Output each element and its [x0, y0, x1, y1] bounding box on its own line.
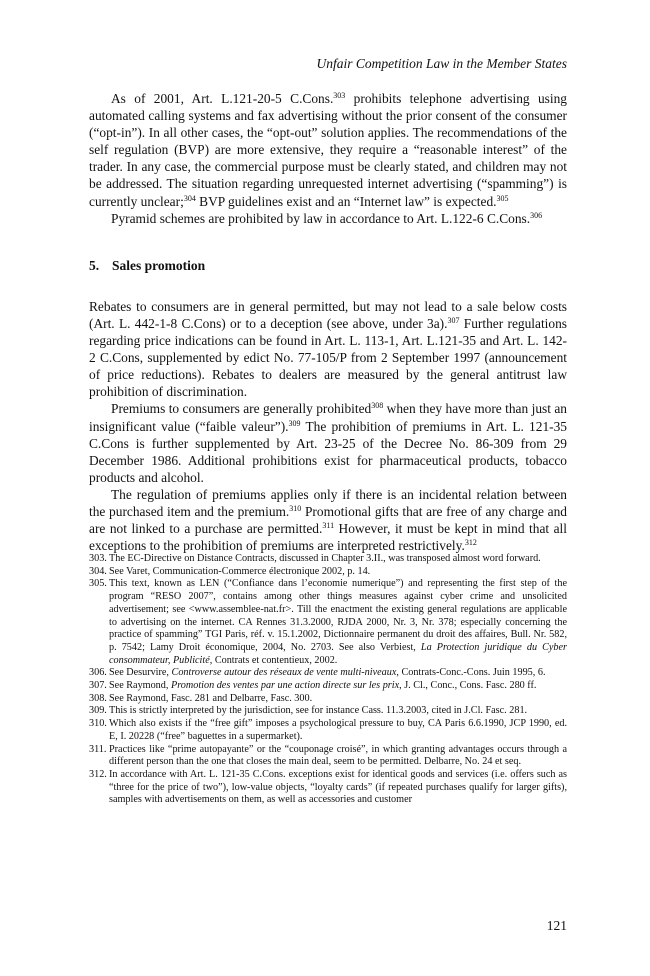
text-run: Which also exists if the “free gift” imposes a psychological pressure to buy, CA Paris 6.6.1990, JCP 1990, ed. E, I. 20228 (“free” baguettes in a supermarket).: [109, 718, 567, 742]
footnote-ref[interactable]: 312: [464, 538, 477, 548]
paragraphs-top: [89, 90, 567, 227]
text-run: , Contrats-Conc.-Cons. Juin 1995, 6.: [396, 667, 546, 679]
italic-title: Promotion des ventes par une action directe sur les prix: [170, 680, 400, 692]
paragraph: [89, 210, 567, 227]
footnote: [89, 705, 567, 718]
footnote-ref[interactable]: 305: [496, 193, 509, 203]
italic-title: La Protection juridique du Cyber consommateur, Publicité: [109, 641, 567, 666]
footnote: [89, 680, 567, 693]
body-text: [89, 90, 567, 554]
text-run: , Contrats et contentieux, 2002.: [209, 654, 338, 666]
footnotes: [89, 553, 567, 807]
paragraph: [89, 400, 567, 485]
footnote-number: 309.: [89, 705, 107, 717]
text-run: As of 2001, Art. L.121-20-5 C.Cons.: [111, 91, 334, 106]
footnote-number: 303.: [89, 553, 107, 564]
footnote-number: 305.: [89, 578, 107, 590]
footnote-ref[interactable]: 306: [530, 210, 543, 220]
footnote-number: 310.: [89, 718, 107, 730]
text-run: This text, known as LEN (“Confiance dans l’economie numerique”) and representing the first step of the program “RESO 2007”, contains among other things measures against cyber crime and unsolicited advertisement; see <www.assemblee-nat.fr>. Till the enactment the existing general regulations are applicable to advertising on the internet. CA Rennes 31.3.2000, RJDA 2000, Nr. 3, Nr. 378; especially concerning the practice of spamming” TGI Paris, réf. v. 15.1.2002, Dictionnaire permanent du droit des affaires, Bull. Nr. 582, p. 7542; Lamy Droit économique, 2004, No. 2703. See also Verbiest,: [109, 578, 567, 653]
footnote-ref[interactable]: 307: [447, 315, 460, 325]
text-run: when they have more than just an insignificant value (“faible valeur”).: [89, 401, 568, 434]
section-number: 5.: [89, 257, 100, 273]
paragraphs-bottom: [89, 298, 567, 554]
footnote-ref[interactable]: 310: [289, 503, 302, 513]
text-run: The regulation of premiums applies only if there is an incidental relation between the purchased item and the premium.: [89, 486, 567, 519]
footnote: [89, 769, 567, 807]
footnote-ref[interactable]: 304: [183, 193, 196, 203]
page-number: 121: [546, 918, 567, 933]
italic-title: Controverse autour des réseaux de vente multi-niveaux: [171, 667, 397, 679]
footnote-number: 308.: [89, 692, 107, 704]
text-run: However, it must be kept in mind that all exceptions to the prohibition of premiums are interpreted restrictively.: [89, 521, 567, 554]
footnote-ref[interactable]: 303: [333, 91, 346, 100]
footnote: [89, 553, 567, 566]
footnote: [89, 667, 567, 680]
footnote: [89, 718, 567, 743]
text-run: Promotional gifts that are free of any charge and are not linked to a purchase are permitted.: [89, 503, 567, 537]
text-run: Premiums to consumers are generally prohibited: [111, 401, 372, 417]
footnote: [89, 744, 567, 769]
text-run: Pyramid schemes are prohibited by law in accordance to Art. L.122-6 C.Cons.: [111, 210, 531, 226]
text-run: This is strictly interpreted by the jurisdiction, see for instance Cass. 11.3.2003, cited in J.Cl. Fasc. 281.: [109, 705, 528, 717]
footnote: [89, 566, 567, 579]
footnote-number: 312.: [89, 768, 107, 780]
text-run: Further regulations regarding price indications can be found in Art. L. 113-1, Art. L.121-35 and Art. L. 142-2 C.Cons, supplemented by edict No. 77-105/P from 2 September 1997 (announcement of price reductions). Rebates to dealers are measured by the general antitrust law prohibition of discrimination.: [89, 315, 567, 400]
text-run: The EC-Directive on Distance Contracts, discussed in Chapter 3.II., was transposed almost word forward.: [109, 553, 541, 564]
footnote-number: 307.: [89, 680, 107, 692]
footnote-number: 311.: [89, 743, 107, 755]
paragraph: [89, 486, 567, 554]
section-heading: [89, 257, 567, 274]
footnote-ref[interactable]: 311: [322, 521, 335, 531]
text-run: In accordance with Art. L. 121-35 C.Cons. exceptions exist for identical goods and services (i.e. offers such as “three for the price of two”), low-value objects, “loyalty cards” (if repeated purchases qualify for larger gifts), samples with advertisements on them, as well as accessories and customer: [109, 768, 567, 806]
text-run: See Desurvire,: [109, 667, 172, 679]
footnote: [89, 578, 567, 667]
section-title: Sales promotion: [112, 257, 206, 273]
text-run: See Raymond,: [109, 680, 171, 692]
text-run: prohibits telephone advertising using automated calling systems and fax advertising without the prior consent of the consumer (“opt-in”). In all other cases, the “opt-out” solution applies. The recommendations of the self regulation (BVP) are more extensive, they require a “reasonable interest” of the trader. In any case, the commercial purpose must be clearly stated, and children may not be addressed. The situation regarding unrequested internet advertising (“spamming”) is currently unclear;: [89, 91, 567, 209]
text-run: , J. Cl., Conc., Cons. Fasc. 280 ff.: [399, 680, 537, 692]
paragraph: [89, 90, 567, 210]
footnote-number: 304.: [89, 565, 107, 577]
footnote-ref[interactable]: 309: [288, 418, 301, 428]
text-run: The prohibition of premiums in Art. L. 121-35 C.Cons is further supplemented by Art. 23-25 of the Decree No. 86-309 from 29 December 1986. Additional prohibitions exist for pharmaceutical products, tobacco products and alcohol.: [89, 418, 567, 485]
footnote-ref[interactable]: 308: [371, 401, 384, 411]
running-header: Unfair Competition Law in the Member States: [316, 56, 567, 71]
text-run: Rebates to consumers are in general permitted, but may not lead to a sale below costs (Art. L. 442-1-8 C.Cons) or to a deception (see above, under 3a).: [89, 298, 567, 331]
text-run: BVP guidelines exist and an “Internet law” is expected.: [195, 193, 497, 209]
paragraph: [89, 298, 567, 401]
footnote: [89, 693, 567, 706]
text-run: See Varet, Communication-Commerce électronique 2002, p. 14.: [109, 565, 371, 577]
text-run: Practices like “prime autopayante” or the “couponage croisé”, in which granting advantages occurs through a different person than the one that closes the main deal, seem to be permitted. Delbarre, No. 24 et seq.: [109, 743, 567, 768]
text-run: See Raymond, Fasc. 281 and Delbarre, Fasc. 300.: [109, 692, 313, 704]
footnote-number: 306.: [89, 667, 107, 679]
